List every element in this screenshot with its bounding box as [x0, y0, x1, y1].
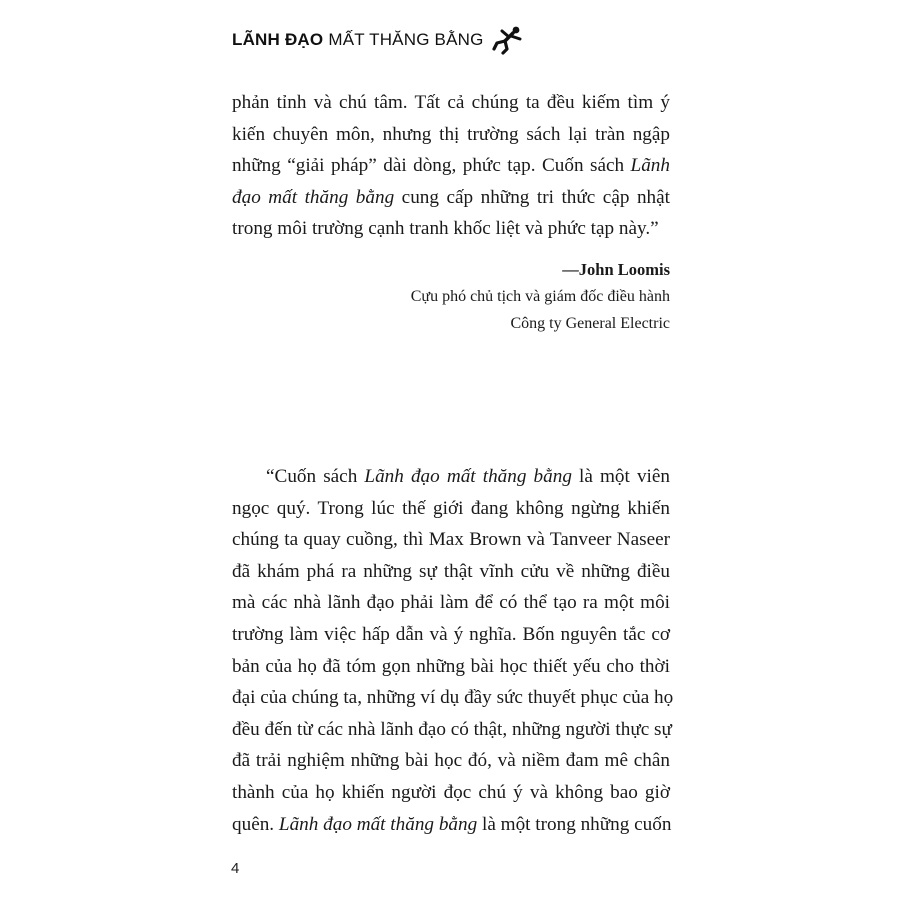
attribution-name: —John Loomis [562, 260, 670, 279]
text-line: đã khám phá ra những sự thật vĩnh cửu về những điều [232, 560, 670, 582]
book-title-italic: Lãnh đạo mất thăng bằng [364, 466, 572, 487]
text-line: quên. Lãnh đạo mất thăng bằng là một trong những cuốn [232, 813, 672, 835]
text-line: “Cuốn sách Lãnh đạo mất thăng bằng là một viên [266, 466, 670, 487]
text-line: những “giải pháp” dài dòng, phức tạp. Cuốn sách Lãnh [232, 155, 670, 177]
text-line: mà các nhà lãnh đạo phải làm để có thể tạo ra một môi [232, 592, 670, 614]
text-line: trường làm việc hấp dẫn và ý nghĩa. Bốn nguyên tắc cơ [232, 623, 670, 645]
attribution [411, 256, 670, 337]
text-line: đều đến từ các nhà lãnh đạo có thật, những người thực sự [232, 718, 672, 740]
text-line: đạo mất thăng bằng cung cấp những tri thức cập nhật [232, 186, 670, 208]
text-line: kiến chuyên môn, nhưng thị trường sách lại tràn ngập [232, 123, 670, 145]
text-line: trong môi trường cạnh tranh khốc liệt và phức tạp này.” [232, 218, 659, 240]
book-title-italic: Lãnh [630, 155, 670, 177]
text-line: bản của họ đã tóm gọn những bài học thiết yếu cho thời [232, 655, 670, 677]
falling-person-icon [490, 25, 524, 55]
quote-block-2 [232, 461, 674, 840]
header-title-bold: LÃNH ĐẠO [232, 30, 324, 49]
running-header [232, 22, 524, 58]
book-title-italic: Lãnh đạo mất thăng bằng [278, 813, 478, 835]
text-line: đã trải nghiệm những bài học đó, và niềm đam mê chân [232, 750, 670, 772]
text-line: phản tỉnh và chú tâm. Tất cả chúng ta đều kiếm tìm ý [232, 92, 670, 113]
header-title-rest: MẤT THĂNG BẰNG [328, 30, 484, 49]
book-title-italic: đạo mất thăng bằng [232, 186, 395, 208]
text-line: ngọc quý. Trong lúc thế giới đang không ngừng khiến [232, 497, 670, 519]
text-line: thành của họ khiến người đọc chú ý và không bao giờ [232, 781, 670, 803]
attribution-company: Công ty General Electric [510, 315, 670, 332]
page-number: 4 [231, 860, 240, 877]
text-line: chúng ta quay cuồng, thì Max Brown và Tanveer Naseer [232, 529, 670, 551]
text-line: đại của chúng ta, những ví dụ đầy sức thuyết phục của họ [232, 687, 674, 709]
quote-block-1 [232, 87, 670, 245]
attribution-role: Cựu phó chủ tịch và giám đốc điều hành [410, 288, 670, 305]
